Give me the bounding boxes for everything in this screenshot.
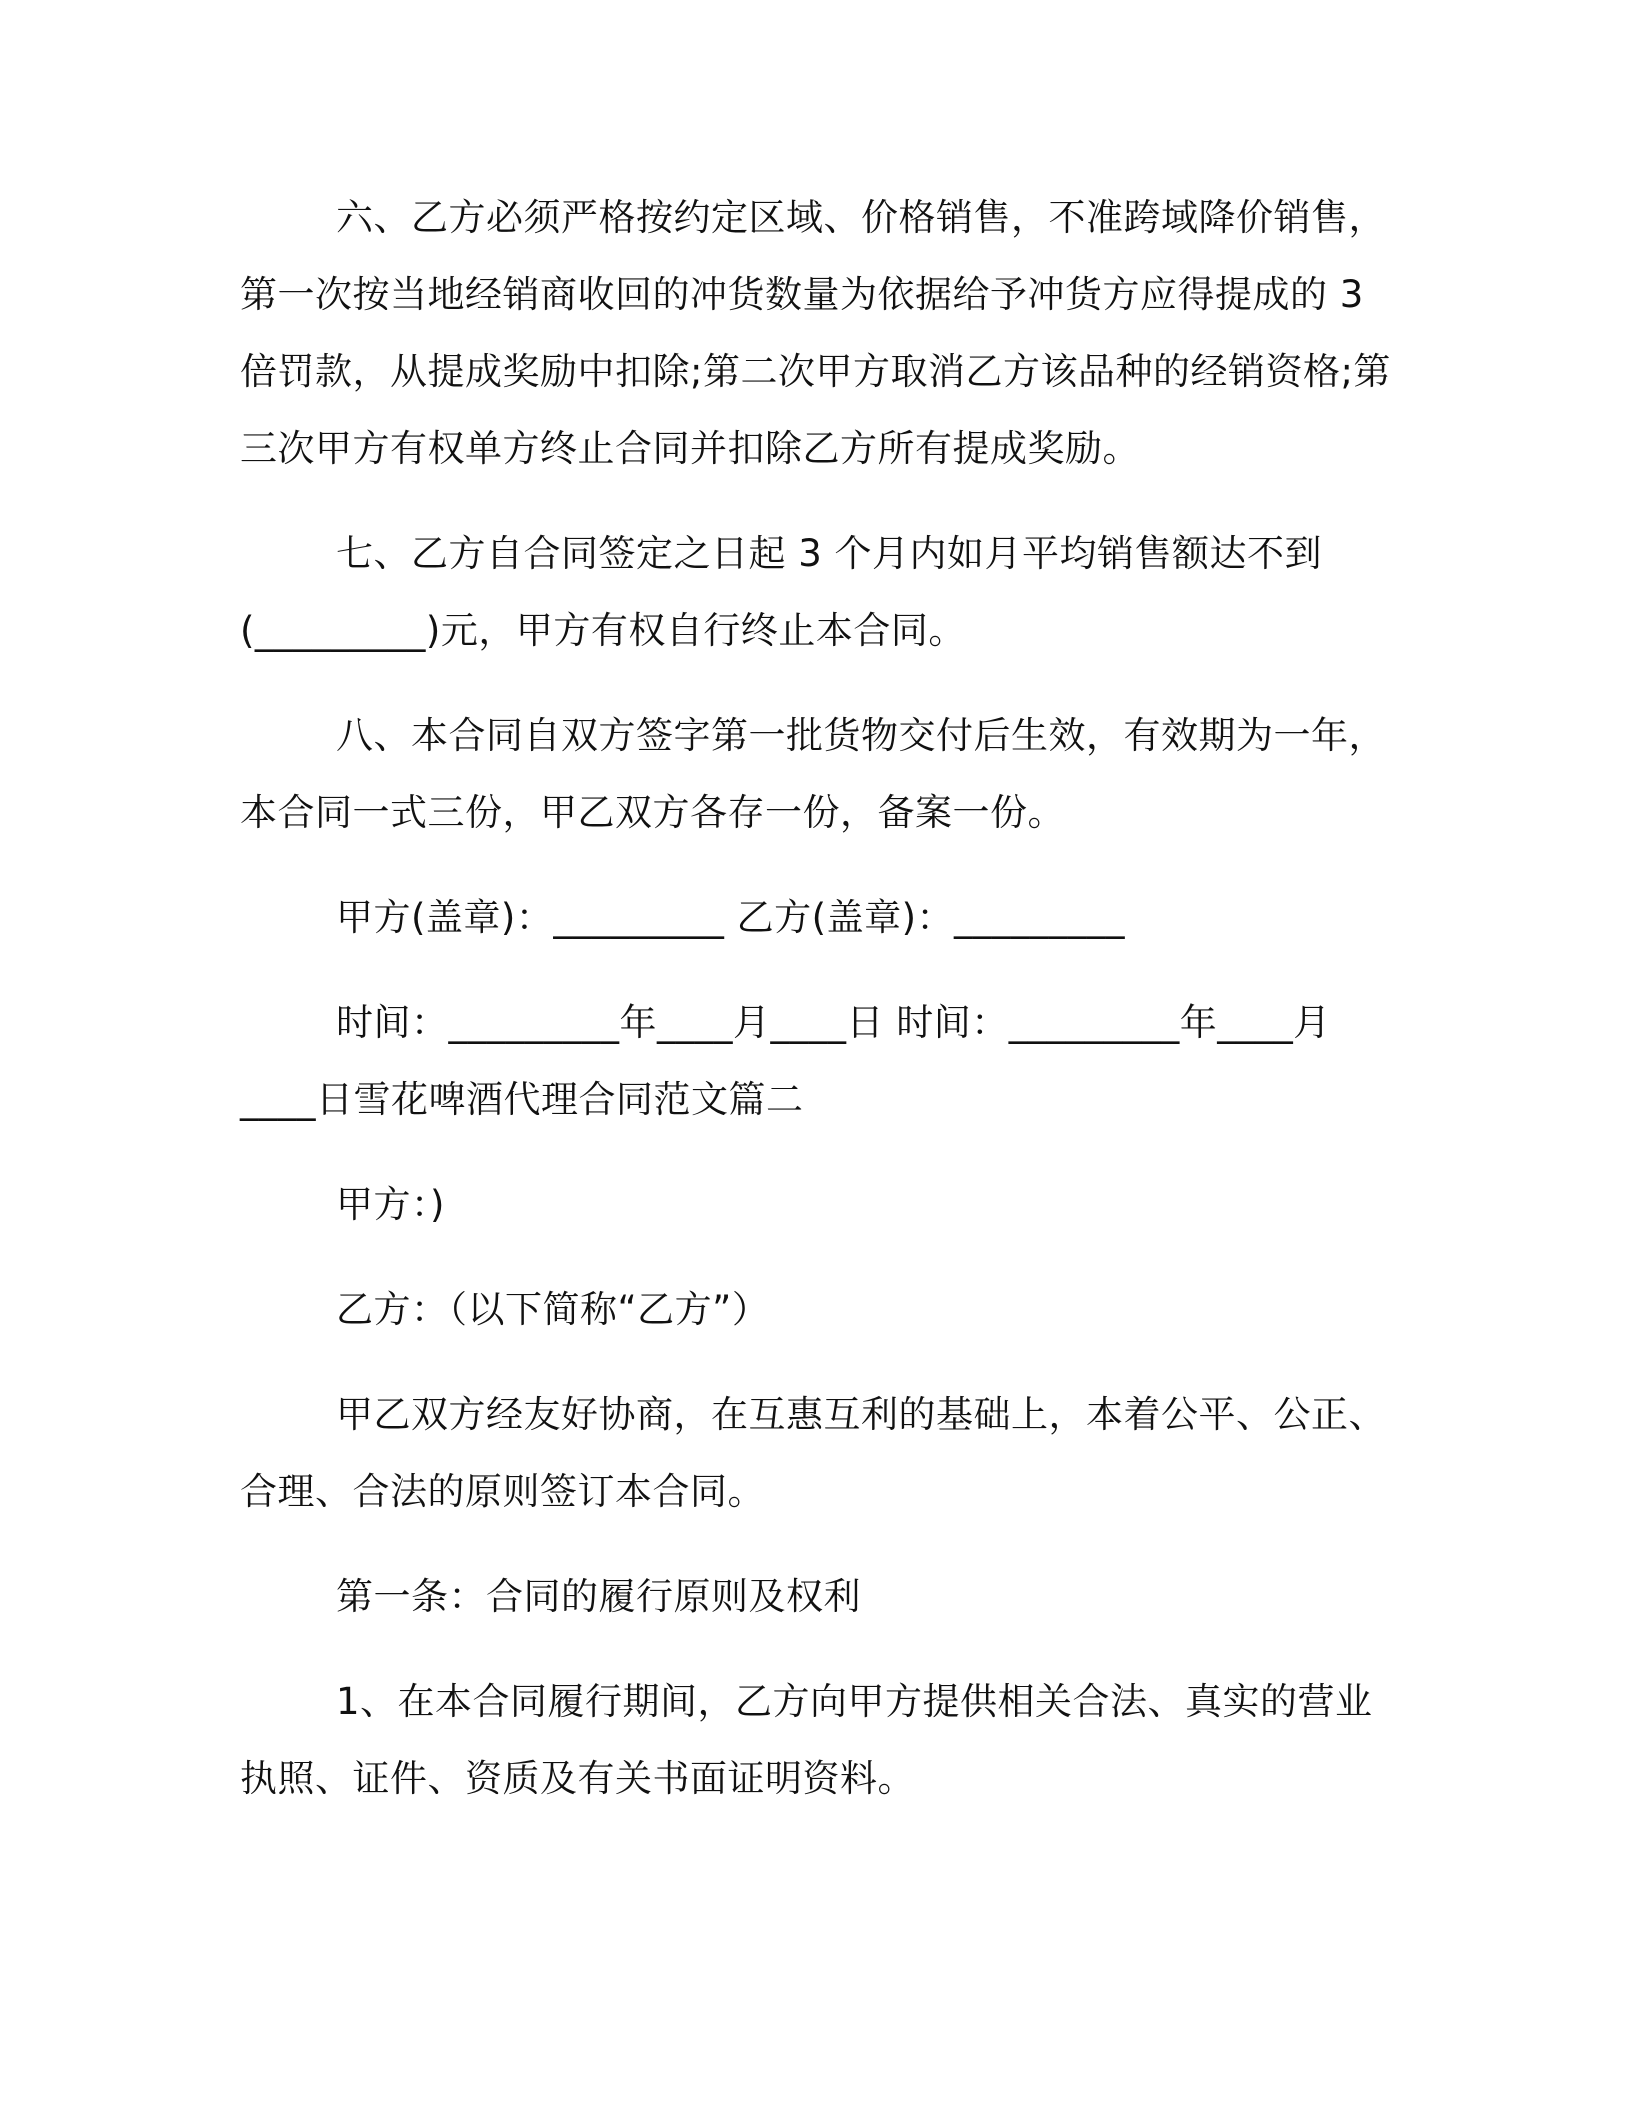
- date-line-1: 时间：_________年____月____日 时间：_________年____月: [336, 1001, 1331, 1044]
- clause-six-line-2: 第一次按当地经销商收回的冲货数量为依据给予冲货方应得提成的 3: [240, 273, 1364, 316]
- clause-six-line-3: 倍罚款，从提成奖励中扣除;第二次甲方取消乙方该品种的经销资格;第: [240, 350, 1391, 393]
- article-one-item-1-line-2: 执照、证件、资质及有关书面证明资料。: [240, 1757, 915, 1800]
- signature-line: 甲方(盖章)：_________ 乙方(盖章)：_________: [336, 896, 1126, 939]
- clause-seven-line-2: (_________)元，甲方有权自行终止本合同。: [240, 609, 966, 652]
- clause-eight-line-1: 八、本合同自双方签字第一批货物交付后生效，有效期为一年，: [336, 714, 1386, 757]
- date-line-2-with-section-title: ____日雪花啤酒代理合同范文篇二: [240, 1078, 804, 1121]
- preamble-line-2: 合理、合法的原则签订本合同。: [240, 1470, 765, 1513]
- article-one-heading: 第一条：合同的履行原则及权利: [336, 1575, 861, 1618]
- article-one-item-1-line-1: 1、在本合同履行期间，乙方向甲方提供相关合法、真实的营业: [336, 1680, 1373, 1723]
- party-a-line: 甲方：): [336, 1183, 445, 1226]
- party-b-line: 乙方：（以下简称“乙方”）: [336, 1288, 770, 1331]
- clause-eight-line-2: 本合同一式三份，甲乙双方各存一份，备案一份。: [240, 791, 1065, 834]
- clause-six-line-1: 六、乙方必须严格按约定区域、价格销售，不准跨域降价销售，: [336, 196, 1386, 239]
- clause-six-line-4: 三次甲方有权单方终止合同并扣除乙方所有提成奖励。: [240, 427, 1140, 470]
- preamble-line-1: 甲乙双方经友好协商，在互惠互利的基础上，本着公平、公正、: [336, 1393, 1386, 1436]
- clause-seven-line-1: 七、乙方自合同签定之日起 3 个月内如月平均销售额达不到: [336, 532, 1323, 575]
